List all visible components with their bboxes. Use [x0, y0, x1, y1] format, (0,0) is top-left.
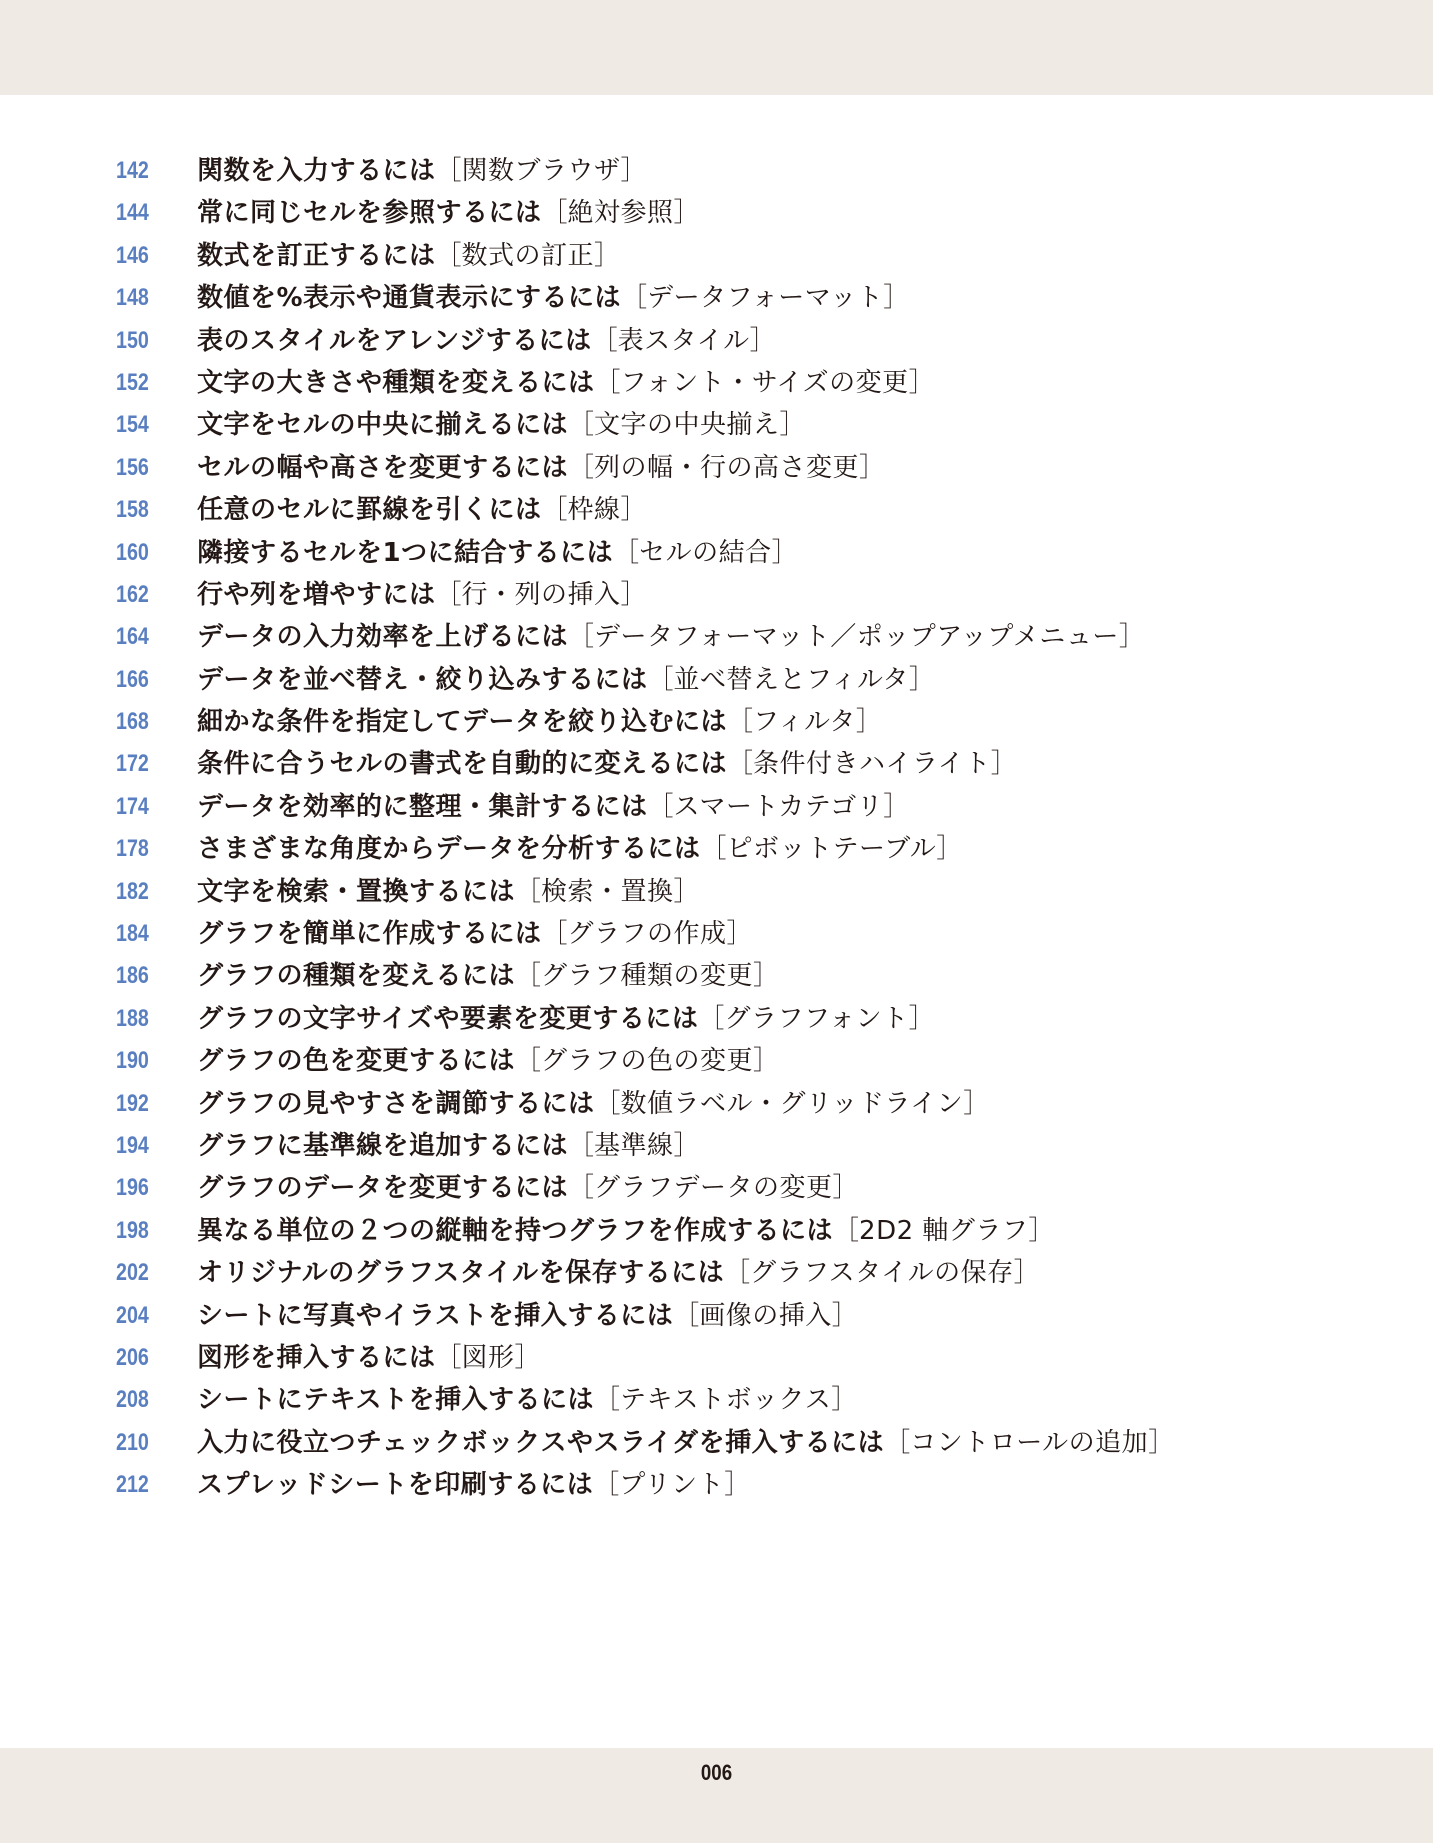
toc-page-number: 142 — [116, 157, 149, 184]
toc-row — [0, 574, 1433, 616]
toc-page-number: 168 — [116, 708, 149, 736]
toc-row — [0, 192, 1433, 234]
toc-tag: 列の幅・行の高さ変更 — [594, 452, 860, 483]
toc-title: 行や列を増やすには — [197, 579, 436, 610]
toc-tag: グラフフォント — [724, 1003, 909, 1034]
toc-page-number: 150 — [116, 326, 149, 354]
bracket-open: ［ — [568, 452, 595, 483]
toc-title: グラフを簡単に作成するには — [197, 919, 542, 950]
toc-row — [0, 404, 1433, 446]
toc-entry — [197, 192, 700, 234]
toc-page-number: 212 — [116, 1471, 149, 1499]
toc-entry — [197, 998, 935, 1040]
toc-tag: グラフ種類の変更 — [541, 961, 754, 992]
toc-tag: 枠線 — [567, 495, 621, 526]
toc-page-number: 156 — [116, 453, 149, 481]
toc-tag: 画像の挿入 — [699, 1300, 832, 1331]
toc-tag: グラフの色の変更 — [541, 1046, 754, 1077]
toc-tag: 条件付きハイライト — [753, 749, 991, 780]
bracket-open: ［ — [727, 707, 754, 738]
bracket-close: ］ — [883, 283, 910, 314]
toc-tag: 並べ替えとフィルタ — [673, 664, 909, 695]
bracket-close: ］ — [753, 961, 780, 992]
bracket-open: ［ — [435, 1342, 462, 1373]
bracket-open: ［ — [698, 1003, 725, 1034]
toc-page-number: 158 — [116, 496, 149, 524]
bracket-close: ］ — [620, 579, 647, 610]
bracket-open: ［ — [727, 749, 754, 780]
toc-title: さまざまな角度からデータを分析するには — [197, 834, 701, 865]
toc-entry — [197, 1295, 858, 1337]
bracket-open: ［ — [724, 1258, 751, 1289]
toc-tag: 数値ラベル・グリッドライン — [620, 1088, 964, 1119]
toc-entry — [197, 786, 909, 828]
toc-page-number: 148 — [116, 284, 149, 312]
toc-title: シートに写真やイラストを挿入するには — [197, 1300, 674, 1331]
toc-page-number: 194 — [116, 1131, 149, 1159]
toc-page-number: 184 — [116, 920, 149, 948]
toc-entry — [197, 404, 806, 446]
toc-page-number: 208 — [116, 1386, 149, 1414]
bracket-open: ［ — [700, 834, 727, 865]
toc-row — [0, 1464, 1433, 1506]
bracket-open: ［ — [833, 1215, 860, 1246]
toc-page-number: 166 — [116, 665, 149, 693]
toc-entry — [197, 616, 1145, 658]
header-band — [0, 0, 1433, 95]
bracket-close: ］ — [908, 664, 935, 695]
toc-title: 図形を挿入するには — [197, 1342, 436, 1373]
bracket-close: ］ — [831, 1385, 858, 1416]
toc-title: データの入力効率を上げるには — [197, 622, 569, 653]
toc-page-number: 154 — [116, 411, 149, 439]
toc-page-number: 196 — [116, 1174, 149, 1202]
toc-title: 条件に合うセルの書式を自動的に変えるには — [197, 749, 728, 780]
toc-tag: 2D2 軸グラフ — [859, 1215, 1029, 1246]
toc-page-number: 202 — [116, 1259, 149, 1287]
toc-page-number: 204 — [116, 1301, 149, 1329]
toc-entry — [197, 871, 700, 913]
toc-row — [0, 1379, 1433, 1421]
bracket-close: ］ — [673, 198, 700, 229]
bracket-open: ［ — [515, 961, 542, 992]
toc-row — [0, 277, 1433, 319]
toc-entry — [197, 1379, 857, 1421]
toc-row — [0, 616, 1433, 658]
bracket-open: ［ — [515, 876, 542, 907]
bracket-open: ［ — [435, 156, 462, 186]
toc-row — [0, 532, 1433, 574]
toc-row — [0, 913, 1433, 955]
bracket-open: ［ — [613, 537, 640, 568]
bracket-open: ［ — [594, 367, 621, 398]
toc-title: 入力に役立つチェックボックスやスライダを挿入するには — [197, 1427, 885, 1458]
toc-entry — [197, 489, 647, 531]
toc-title: オリジナルのグラフスタイルを保存するには — [197, 1258, 725, 1289]
toc-row — [0, 235, 1433, 277]
toc-title: 文字の大きさや種類を変えるには — [197, 367, 595, 398]
toc-entry — [197, 1252, 1040, 1294]
toc-title: グラフの種類を変えるには — [197, 961, 516, 992]
bracket-open: ［ — [435, 579, 462, 610]
toc-tag: フォント・サイズの変更 — [620, 367, 909, 398]
toc-tag: フィルタ — [753, 707, 856, 738]
bracket-close: ］ — [908, 1003, 935, 1034]
bracket-open: ［ — [593, 1385, 620, 1416]
bracket-open: ［ — [541, 495, 568, 526]
bracket-open: ［ — [621, 283, 648, 314]
toc-tag: データフォーマット／ポップアップメニュー — [594, 622, 1119, 653]
toc-entry — [197, 447, 885, 489]
toc-tag: 図形 — [461, 1342, 515, 1373]
toc-tag: グラフの作成 — [567, 919, 727, 950]
bracket-open: ［ — [568, 410, 595, 441]
toc-row — [0, 743, 1433, 785]
toc-entry — [197, 1464, 750, 1506]
toc-page-number: 172 — [116, 750, 149, 778]
toc-page-number: 188 — [116, 1004, 149, 1032]
toc-title: データを並べ替え・絞り込みするには — [197, 664, 648, 695]
toc-tag: ピボットテーブル — [726, 834, 937, 865]
toc-entry — [197, 659, 935, 701]
toc-page-number: 152 — [116, 368, 149, 396]
toc-row — [0, 489, 1433, 531]
toc-row — [0, 1083, 1433, 1125]
toc-tag: 絶対参照 — [567, 198, 674, 229]
toc-row — [0, 447, 1433, 489]
bracket-close: ］ — [749, 325, 776, 356]
bracket-open: ［ — [435, 240, 462, 271]
toc-entry — [197, 1337, 541, 1379]
toc-tag: テキストボックス — [620, 1385, 832, 1416]
toc-title: 任意のセルに罫線を引くには — [197, 495, 542, 526]
toc-entry — [197, 235, 620, 277]
toc-page-number: 174 — [116, 792, 149, 820]
toc-title: 表のスタイルをアレンジするには — [197, 325, 592, 356]
bracket-close: ］ — [726, 919, 753, 950]
toc-tag: セルの結合 — [639, 537, 772, 568]
toc-page-number: 210 — [116, 1428, 149, 1456]
toc-entry — [197, 1125, 700, 1167]
toc-title: シートにテキストを挿入するには — [197, 1385, 594, 1416]
bracket-close: ］ — [620, 495, 647, 526]
toc-title: セルの幅や高さを変更するには — [197, 452, 569, 483]
toc-entry — [197, 743, 1017, 785]
toc-tag: コントロールの追加 — [910, 1427, 1149, 1458]
bracket-open: ［ — [541, 919, 568, 950]
bracket-open: ［ — [568, 1130, 595, 1161]
toc-page-number: 162 — [116, 580, 149, 608]
toc-entry — [197, 913, 753, 955]
bracket-open: ［ — [884, 1427, 911, 1458]
bracket-open: ［ — [591, 325, 618, 356]
bracket-close: ］ — [1013, 1258, 1040, 1289]
toc-tag: グラフデータの変更 — [594, 1173, 833, 1204]
bracket-close: ］ — [771, 537, 798, 568]
toc-title: グラフの色を変更するには — [197, 1046, 516, 1077]
bracket-close: ］ — [1118, 622, 1145, 653]
bracket-close: ］ — [883, 791, 910, 822]
toc-tag: 文字の中央揃え — [594, 410, 780, 441]
toc-page-number: 164 — [116, 623, 149, 651]
bracket-open: ［ — [568, 622, 595, 653]
toc-page-number: 192 — [116, 1089, 149, 1117]
bracket-open: ［ — [594, 1088, 621, 1119]
toc-row — [0, 786, 1433, 828]
toc-tag: 数式の訂正 — [461, 240, 595, 271]
bracket-close: ］ — [514, 1342, 541, 1373]
bracket-close: ］ — [963, 1088, 990, 1119]
toc-page-number: 186 — [116, 962, 149, 990]
toc-title: グラフに基準線を追加するには — [197, 1130, 569, 1161]
toc-title: 文字を検索・置換するには — [197, 876, 516, 907]
bracket-close: ］ — [936, 834, 963, 865]
bracket-close: ］ — [673, 876, 700, 907]
toc-tag: 表スタイル — [617, 325, 750, 356]
bracket-close: ］ — [620, 156, 647, 186]
toc-page-number: 206 — [116, 1343, 149, 1371]
toc-page-number: 146 — [116, 241, 149, 269]
bracket-open: ［ — [541, 198, 568, 229]
toc-row — [0, 362, 1433, 404]
toc-page-number: 144 — [116, 199, 149, 227]
table-of-contents — [0, 150, 1433, 1507]
toc-title: スプレッドシートを印刷するには — [197, 1470, 594, 1501]
bracket-open: ［ — [568, 1173, 595, 1204]
bracket-open: ［ — [593, 1470, 620, 1501]
toc-title: 数値を%表示や通貨表示にするには — [197, 283, 622, 314]
bracket-close: ］ — [855, 707, 882, 738]
toc-title: 異なる単位の２つの縦軸を持つグラフを作成するには — [197, 1215, 834, 1246]
bracket-close: ］ — [724, 1470, 751, 1501]
toc-entry — [197, 955, 779, 997]
bracket-close: ］ — [594, 240, 621, 271]
bracket-open: ［ — [647, 664, 674, 695]
toc-title: グラフのデータを変更するには — [197, 1173, 569, 1204]
toc-entry — [197, 277, 909, 319]
bracket-close: ］ — [859, 452, 886, 483]
bracket-open: ［ — [673, 1300, 700, 1331]
bracket-close: ］ — [779, 410, 806, 441]
toc-page-number: 182 — [116, 877, 149, 905]
bracket-close: ］ — [908, 367, 935, 398]
toc-entry — [197, 532, 798, 574]
toc-tag: 検索・置換 — [541, 876, 674, 907]
toc-title: 数式を訂正するには — [197, 240, 436, 271]
toc-entry — [197, 701, 882, 743]
bracket-close: ］ — [990, 749, 1017, 780]
toc-row — [0, 1167, 1433, 1209]
toc-title: グラフの見やすさを調節するには — [197, 1088, 595, 1119]
bracket-close: ］ — [753, 1046, 780, 1077]
toc-entry — [197, 1167, 859, 1209]
toc-row — [0, 955, 1433, 997]
toc-page-number: 190 — [116, 1047, 149, 1075]
bracket-open: ［ — [515, 1046, 542, 1077]
toc-entry — [197, 150, 647, 192]
toc-title: 隣接するセルを1つに結合するには — [197, 537, 614, 568]
toc-entry — [197, 574, 647, 616]
toc-page-number: 178 — [116, 835, 149, 863]
toc-row — [0, 1125, 1433, 1167]
toc-entry — [197, 1040, 779, 1082]
toc-tag: スマートカテゴリ — [673, 791, 884, 822]
toc-title: 常に同じセルを参照するには — [197, 198, 542, 229]
bracket-close: ］ — [673, 1130, 700, 1161]
toc-page-number: 198 — [116, 1216, 149, 1244]
toc-entry — [197, 1083, 989, 1125]
toc-title: 関数を入力するには — [197, 156, 436, 186]
toc-row — [0, 659, 1433, 701]
toc-page-number: 160 — [116, 538, 149, 566]
toc-row — [0, 871, 1433, 913]
bracket-close: ］ — [832, 1173, 859, 1204]
toc-tag: 関数ブラウザ — [461, 156, 621, 186]
toc-tag: データフォーマット — [647, 283, 884, 314]
toc-tag: 基準線 — [594, 1130, 674, 1161]
toc-entry — [197, 320, 776, 362]
toc-tag: プリント — [619, 1470, 725, 1501]
toc-row — [0, 1252, 1433, 1294]
toc-row — [0, 320, 1433, 362]
toc-tag: グラフスタイルの保存 — [750, 1258, 1014, 1289]
toc-row — [0, 998, 1433, 1040]
toc-row — [0, 1295, 1433, 1337]
toc-row — [0, 1337, 1433, 1379]
bracket-close: ］ — [1148, 1427, 1175, 1458]
bracket-open: ［ — [647, 791, 674, 822]
toc-entry — [197, 362, 935, 404]
toc-entry — [197, 1210, 1054, 1252]
toc-row — [0, 150, 1433, 192]
toc-title: 文字をセルの中央に揃えるには — [197, 410, 569, 441]
toc-row — [0, 828, 1433, 870]
toc-entry — [197, 1422, 1174, 1464]
toc-title: グラフの文字サイズや要素を変更するには — [197, 1003, 699, 1034]
bracket-close: ］ — [1028, 1215, 1055, 1246]
toc-row — [0, 1210, 1433, 1252]
page-number: 006 — [700, 1760, 733, 1785]
toc-row — [0, 1040, 1433, 1082]
toc-title: 細かな条件を指定してデータを絞り込むには — [197, 707, 728, 738]
toc-title: データを効率的に整理・集計するには — [197, 791, 648, 822]
bracket-close: ］ — [831, 1300, 858, 1331]
toc-row — [0, 1422, 1433, 1464]
toc-entry — [197, 828, 962, 870]
toc-row — [0, 701, 1433, 743]
toc-tag: 行・列の挿入 — [461, 579, 621, 610]
